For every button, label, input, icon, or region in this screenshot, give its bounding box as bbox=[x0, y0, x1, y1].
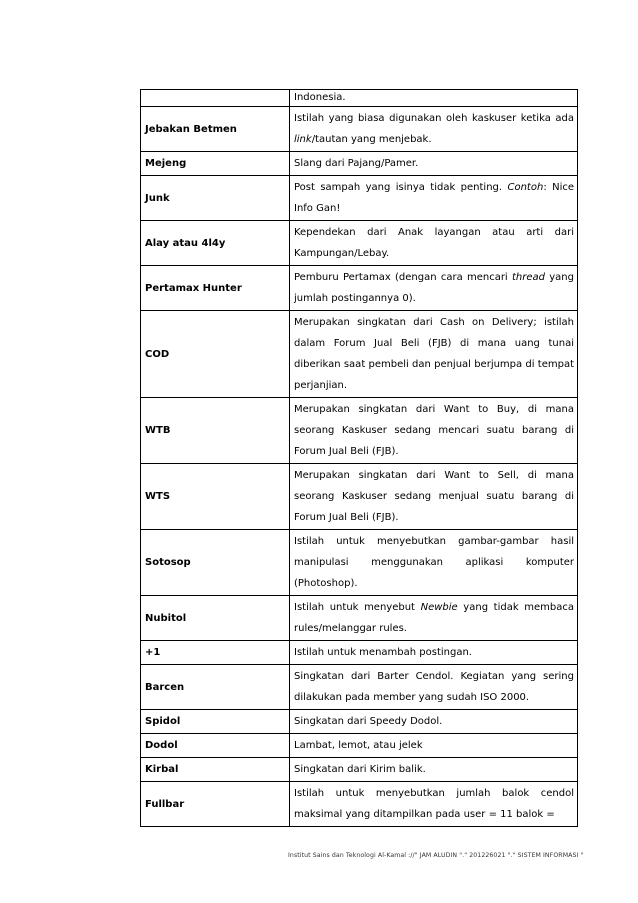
definition-text: Singkatan dari Kirim balik. bbox=[294, 764, 426, 775]
glossary-term bbox=[141, 90, 290, 107]
definition-text: Istilah untuk menyebutkan gambar-gambar hasil manipulasi menggunakan aplikasi komputer (Photoshop). bbox=[294, 536, 574, 589]
glossary-definition bbox=[290, 398, 578, 464]
glossary-definition bbox=[290, 176, 578, 221]
definition-text: yang tidak membaca rules/melanggar rules. bbox=[294, 602, 574, 634]
glossary-term: Dodol bbox=[141, 734, 290, 758]
definition-text: /tautan yang menjebak. bbox=[311, 134, 432, 145]
glossary-row bbox=[141, 107, 578, 152]
glossary-term: WTS bbox=[141, 464, 290, 530]
glossary-definition bbox=[290, 311, 578, 398]
glossary-definition bbox=[290, 758, 578, 782]
definition-text: yang jumlah postingannya 0). bbox=[294, 272, 574, 304]
glossary-term: Kirbal bbox=[141, 758, 290, 782]
definition-text: Singkatan dari Barter Cendol. Kegiatan yang sering dilakukan pada member yang sudah ISO 2000. bbox=[294, 671, 574, 703]
definition-text: Indonesia. bbox=[294, 92, 346, 103]
glossary-definition bbox=[290, 596, 578, 641]
glossary-row bbox=[141, 665, 578, 710]
definition-text: Slang dari Pajang/Pamer. bbox=[294, 158, 419, 169]
definition-italic-text: thread bbox=[511, 272, 545, 283]
definition-text: Singkatan dari Speedy Dodol. bbox=[294, 716, 443, 727]
definition-text: Merupakan singkatan dari Want to Sell, di mana seorang Kaskuser sedang menjual suatu barang di Forum Jual Beli (FJB). bbox=[294, 470, 574, 523]
glossary-definition bbox=[290, 665, 578, 710]
definition-text: Istilah untuk menyebut bbox=[294, 602, 421, 613]
glossary-term: Alay atau 4l4y bbox=[141, 221, 290, 266]
glossary-term: Mejeng bbox=[141, 152, 290, 176]
glossary-row bbox=[141, 782, 578, 827]
glossary-definition bbox=[290, 641, 578, 665]
glossary-definition bbox=[290, 710, 578, 734]
definition-text: Merupakan singkatan dari Cash on Delivery; istilah dalam Forum Jual Beli (FJB) di mana uang tunai diberikan saat pembeli dan penjual berjumpa di tempat perjanjian. bbox=[294, 317, 574, 391]
glossary-row bbox=[141, 311, 578, 398]
definition-text: Kependekan dari Anak layangan atau arti dari Kampungan/Lebay. bbox=[294, 227, 574, 259]
definition-text: Istilah untuk menyebutkan jumlah balok cendol maksimal yang ditampilkan pada user = 11 balok = bbox=[294, 788, 574, 820]
glossary-row bbox=[141, 530, 578, 596]
glossary-term: Nubitol bbox=[141, 596, 290, 641]
definition-text: Merupakan singkatan dari Want to Buy, di mana seorang Kaskuser sedang mencari suatu barang di Forum Jual Beli (FJB). bbox=[294, 404, 574, 457]
glossary-row bbox=[141, 734, 578, 758]
definition-text: Pemburu Pertamax (dengan cara mencari bbox=[294, 272, 512, 283]
page-footer: Institut Sains dan Teknologi Al-Kamal ://" JAM ALUDIN "." 201226021 "." SISTEM INFORMASI " bbox=[288, 852, 584, 859]
definition-text: Post sampah yang isinya tidak penting. bbox=[294, 182, 508, 193]
glossary-definition bbox=[290, 107, 578, 152]
glossary-definition bbox=[290, 530, 578, 596]
definition-text: Istilah yang biasa digunakan oleh kaskuser ketika ada bbox=[294, 113, 574, 124]
definition-italic-text: Newbie bbox=[420, 602, 458, 613]
glossary-row bbox=[141, 596, 578, 641]
glossary-term: Spidol bbox=[141, 710, 290, 734]
definition-italic-text: Contoh bbox=[507, 182, 544, 193]
glossary-definition bbox=[290, 90, 578, 107]
glossary-row bbox=[141, 266, 578, 311]
glossary-definition bbox=[290, 266, 578, 311]
glossary-row bbox=[141, 221, 578, 266]
glossary-term: Junk bbox=[141, 176, 290, 221]
glossary-row bbox=[141, 152, 578, 176]
definition-text: Istilah untuk menambah postingan. bbox=[294, 647, 472, 658]
glossary-definition bbox=[290, 734, 578, 758]
glossary-body bbox=[141, 90, 578, 827]
glossary-row bbox=[141, 641, 578, 665]
glossary-term: Barcen bbox=[141, 665, 290, 710]
glossary-row bbox=[141, 710, 578, 734]
glossary-row bbox=[141, 464, 578, 530]
glossary-term: Sotosop bbox=[141, 530, 290, 596]
glossary-definition bbox=[290, 221, 578, 266]
glossary-term: COD bbox=[141, 311, 290, 398]
glossary-term: Jebakan Betmen bbox=[141, 107, 290, 152]
glossary-term: Fullbar bbox=[141, 782, 290, 827]
glossary-definition bbox=[290, 782, 578, 827]
glossary-row bbox=[141, 398, 578, 464]
glossary-row bbox=[141, 176, 578, 221]
glossary-row bbox=[141, 758, 578, 782]
glossary-definition bbox=[290, 152, 578, 176]
glossary-table bbox=[140, 89, 578, 827]
glossary-row bbox=[141, 90, 578, 107]
glossary-term: +1 bbox=[141, 641, 290, 665]
definition-text: Lambat, lemot, atau jelek bbox=[294, 740, 423, 751]
definition-italic-text: link bbox=[294, 134, 312, 145]
glossary-definition bbox=[290, 464, 578, 530]
glossary-term: WTB bbox=[141, 398, 290, 464]
definition-text: : Nice Info Gan! bbox=[294, 182, 574, 214]
glossary-term: Pertamax Hunter bbox=[141, 266, 290, 311]
